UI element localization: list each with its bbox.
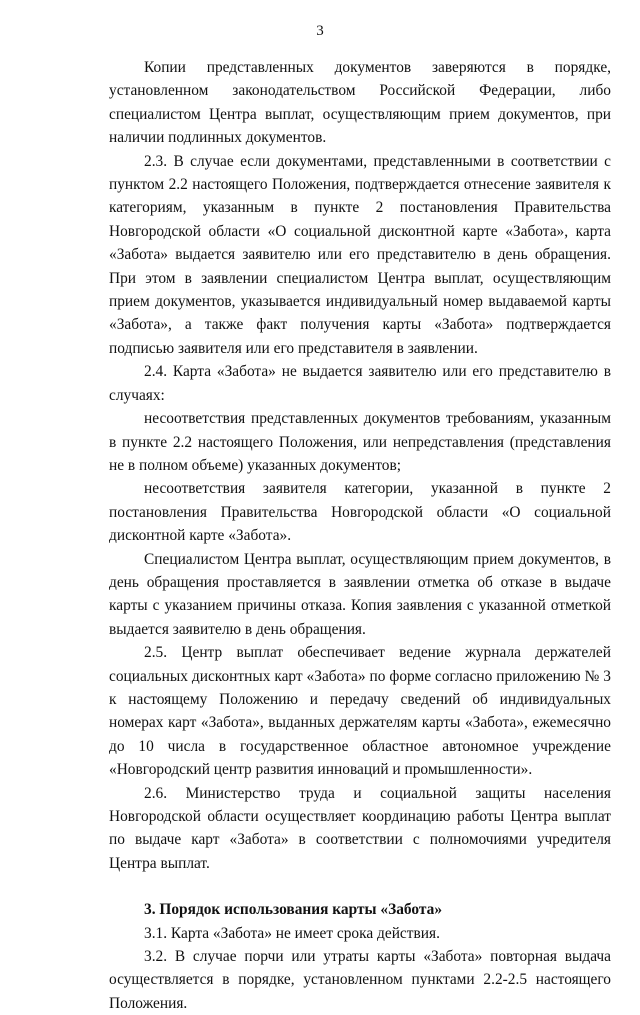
- document-body: [109, 56, 611, 1015]
- paragraph-2-4-case-1: несоответствия представленных документов требованиям, указанным в пункте 2.2 настоящего Положения, или непредставления (представления не в полном объеме) указанных документов;: [109, 410, 611, 474]
- paragraph-2-3: 2.3. В случае если документами, представленными в соответствии с пунктом 2.2 настоящего Положения, подтверждается отнесение заявителя к категориям, указанным в пункте 2 постановления Правительства Новгородской области «О социальной дисконтной карте «Забота», карта «Забота» выдается заявителю или его представителю в день обращения. При этом в заявлении специалистом Центра выплат, осуществляющим прием документов, указывается индивидуальный номер выдаваемой карты «Забота», а также факт получения карты «Забота» подтверждается подписью заявителя или его представителя в заявлении.: [109, 152, 611, 357]
- paragraph-refusal-note: Специалистом Центра выплат, осуществляющим прием документов, в день обращения проставляется в заявлении отметка об отказе в выдаче карты с указанием причины отказа. Копия заявления с указанной отметкой выдается заявителю в день обращения.: [109, 550, 611, 638]
- paragraph-3-1: 3.1. Карта «Забота» не имеет срока действия.: [144, 924, 440, 942]
- paragraph-copies: Копии представленных документов заверяются в порядке, установленном законодательством Российской Федерации, либо специалистом Центра выплат, осуществляющим прием документов, при наличии подлинных документов.: [109, 59, 611, 147]
- paragraph-3-2: 3.2. В случае порчи или утраты карты «Забота» повторная выдача осуществляется в порядке, установленном пунктами 2.2-2.5 настоящего Положения.: [109, 948, 611, 1012]
- page-number: 3: [316, 23, 324, 39]
- paragraph-2-6: 2.6. Министерство труда и социальной защиты населения Новгородской области осуществляет координацию работы Центра выплат по выдаче карт «Забота» в соответствии с полномочиями учредителя Центра выплат.: [109, 784, 611, 872]
- paragraph-2-5: 2.5. Центр выплат обеспечивает ведение журнала держателей социальных дисконтных карт «Забота» по форме согласно приложению № 3 к настоящему Положению и передачу сведений об индивидуальных номерах карт «Забота», выданных держателям карты «Забота», ежемесячно до 10 числа в государственное областное автономное учреждение «Новгородский центр развития инноваций и промышленности».: [109, 644, 611, 779]
- paragraph-2-4-case-2: несоответствия заявителя категории, указанной в пункте 2 постановления Правительства Новгородской области «О социальной дисконтной карте «Забота».: [109, 480, 611, 545]
- section-3-heading: 3. Порядок использования карты «Забота»: [144, 901, 443, 919]
- paragraph-2-4: 2.4. Карта «Забота» не выдается заявителю или его представителю в случаях:: [109, 363, 611, 404]
